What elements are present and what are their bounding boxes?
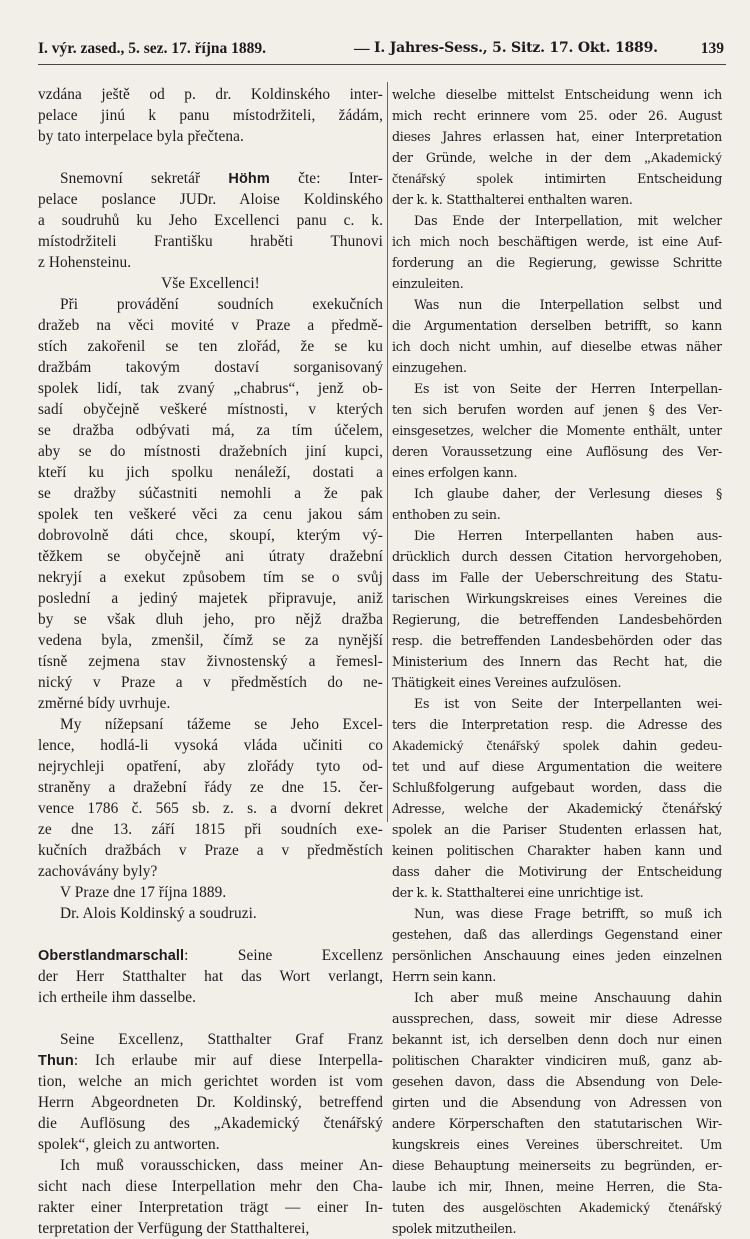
text-line: dražeb na věci movité v Praze a předmě-	[38, 317, 383, 334]
text-line: Adresse, welche der Akademický čtenářský	[392, 801, 722, 816]
text-line: bekannt ist, ich derselben denn doch nur einen	[392, 1032, 722, 1047]
text-line: Ich muß vorausschicken, dass meiner An-	[60, 1157, 383, 1174]
text-line: eines erfolgen kann.	[392, 465, 518, 480]
text-line: kteří ku jich spolku nenáleží, dostati a	[38, 464, 383, 481]
text-line: welche dieselbe mittelst Entscheidung wenn ich	[392, 87, 722, 102]
text-line: aussprechen, dass, soweit mir diese Adresse	[392, 1011, 722, 1026]
text-line	[38, 168, 383, 189]
text-line	[38, 1050, 383, 1071]
text-line: Herrn sein kann.	[392, 969, 497, 984]
text-line: sicht nach diese Interpellation mehr den Cha-	[38, 1178, 383, 1195]
latin-insert: „Akademický	[644, 151, 722, 166]
text-line: pelace poslance JUDr. Aloise Koldinského	[38, 191, 383, 208]
text-line: tísně zejmena stav živnostenský a řemesl-	[38, 653, 383, 670]
text-line: tion, welche an mich gerichtet worden ist vom	[38, 1073, 383, 1090]
text-line: enthoben zu sein.	[392, 507, 501, 522]
text-line	[392, 147, 722, 168]
text-run: : Ich erlaube mir auf diese Interpella-	[73, 1052, 383, 1069]
text-line: se dražby súčastniti nemohli a že pak	[38, 485, 383, 502]
text-line: poslední a jediný majetek připravuje, aniž	[38, 590, 383, 607]
text-line: dieses Jahres erlassen hat, einer Interpretation	[392, 129, 722, 144]
running-header	[38, 40, 726, 64]
text-line: Ich aber muß meine Anschauung dahin	[414, 990, 722, 1005]
text-line: zachovávány byly?	[38, 863, 158, 880]
text-line: girten und die Absendung von Adressen von	[392, 1095, 722, 1110]
text-line: straněny a dražební řády ze dne 15. čer-	[38, 779, 383, 796]
text-line: nekryjí a exekut způsobem tím se o svůj	[38, 569, 383, 586]
paragraph-gap	[38, 1008, 383, 1029]
text-run: intimirten Entscheidung	[513, 171, 722, 186]
text-line: ich doch nicht umhin, auf dieselbe etwas näher	[392, 339, 722, 354]
text-line: sadí obyčejně veškeré místnosti, v kterých	[38, 401, 383, 418]
text-line: Es ist von Seite der Herren Interpellan-	[414, 381, 722, 396]
text-line: a soudruhů ku Jeho Excellenci panu c. k.	[38, 212, 383, 229]
text-run: dahin gedeu-	[599, 738, 722, 753]
text-line	[392, 735, 722, 756]
text-line: gesehen davon, dass die Absendung von Dele-	[392, 1074, 722, 1089]
text-line: resp. die betreffenden Landesbehörden oder das	[392, 633, 722, 648]
text-line: by tato interpelace byla přečtena.	[38, 128, 244, 145]
text-line: andere Körperschaften den statutarischen Wir-	[392, 1116, 722, 1131]
latin-insert: Akademický čtenářský spolek	[392, 739, 600, 754]
text-line: dobrovolně dáti chce, skoupí, kterým vý-	[38, 527, 383, 544]
header-german: I. Jahres-Sess., 5. Sitz. 17. Okt. 1889.	[374, 40, 658, 56]
text-line: ze dne 13. září 1815 při soudních exe-	[38, 821, 383, 838]
text-line: forderung an die Regierung, gewisse Schritte	[392, 255, 722, 270]
text-run: Snemovní sekretář	[60, 170, 229, 187]
text-line: spolek ten veškeré věci za cenu jakou sám	[38, 506, 383, 523]
text-line: ich ertheile ihm dasselbe.	[38, 989, 197, 1006]
latin-insert: ausgelöschten Akademický čtenářský	[482, 1201, 722, 1216]
text-line: mich recht erinnere vom 25. oder 26. August	[392, 108, 722, 123]
left-column-czech	[38, 84, 383, 1239]
text-line: laube ich mir, Ihnen, meine Herren, die Sta-	[392, 1179, 722, 1194]
text-run: čte: Inter-	[269, 170, 383, 187]
text-line: ten sich berufen worden auf jenen § des Ver-	[392, 402, 722, 417]
right-column-german	[392, 84, 722, 1239]
text-line: einzuleiten.	[392, 276, 464, 291]
text-line: einsgesetzes, welcher die Momente enthält, unter	[392, 423, 722, 438]
text-line: Nun, was diese Frage betrifft, so muß ich	[414, 906, 722, 921]
header-separator: —	[354, 40, 370, 57]
text-line: die Auflösung des „Akademický čtenářský	[38, 1115, 383, 1132]
speaker-name: Oberstlandmarschall	[38, 948, 185, 964]
text-line: Vše Excellenci!	[161, 275, 260, 292]
text-line: politischen Charakter vindiciren muß, ganz ab-	[392, 1053, 722, 1068]
text-line: Dr. Alois Koldinský a soudruzi.	[60, 905, 257, 922]
text-line: Ich glaube daher, der Verlesung dieses §	[414, 486, 722, 501]
text-line: těžkem se obyčejně ani útraty dražební	[38, 548, 383, 565]
text-line: deren Voraussetzung eine Auflösung des Ver-	[392, 444, 722, 459]
text-line: vence 1786 č. 565 sb. z. s. a dvorní dekret	[38, 800, 383, 817]
text-line: spolek lidí, tak zvaný „chabrus“, jenž ob-	[38, 380, 383, 397]
text-line: kungskreis eines Vereines überschreitet. Um	[392, 1137, 722, 1152]
text-run: : Seine Excellenz	[184, 947, 383, 964]
text-line: persönlichen Anschauung eines jeden einzelnen	[392, 948, 722, 963]
text-line: V Praze dne 17 října 1889.	[60, 884, 227, 901]
text-line: spolek“, gleich zu antworten.	[38, 1136, 220, 1153]
text-line: vedena byla, zmenšil, čímž se za nynější	[38, 632, 383, 649]
text-line: Regierung, die betreffenden Landesbehörden	[392, 612, 722, 627]
text-line: Herrn Abgeordneten Dr. Koldinský, betreffend	[38, 1094, 383, 1111]
text-line	[38, 945, 383, 966]
text-line: Schlußfolgerung aufgebaut worden, dass die	[392, 780, 722, 795]
text-line: kučních dražbách v Praze a v předměstích	[38, 842, 383, 859]
text-line: der k. k. Statthalterei eine unrichtige ist.	[392, 885, 644, 900]
text-line: vzdána ještě od p. dr. Koldinského inter-	[38, 86, 383, 103]
text-line: drücklich durch dessen Citation hervorgehoben,	[392, 549, 722, 564]
page-number: 139	[700, 40, 724, 57]
text-line: My nížepsaní tážeme se Jeho Excel-	[60, 716, 383, 733]
text-line: nejrychleji opatření, aby zlořády tyto od-	[38, 758, 383, 775]
text-line: spolek an die Pariser Studenten erlassen hat,	[392, 822, 722, 837]
text-line: keinen politischen Charakter haben kann und	[392, 843, 722, 858]
column-divider	[387, 82, 388, 822]
text-line: terpretation der Verfügung der Statthalterei,	[38, 1220, 310, 1237]
text-line: lence, hodlá-li vysoká vláda učiniti co	[38, 737, 383, 754]
text-run: der Gründe, welche in der dem	[392, 150, 645, 165]
text-line: Při provádění soudních exekučních	[60, 296, 383, 313]
text-line: dass im Falle der Ueberschreitung des Statu-	[392, 570, 722, 585]
text-line: tarischen Wirkungskreises eines Vereines die	[392, 591, 722, 606]
text-line: místodržiteli Františku hraběti Thunovi	[38, 233, 383, 250]
speaker-name: Thun	[38, 1053, 74, 1069]
text-line	[392, 1197, 722, 1218]
latin-insert: čtenářský spolek	[392, 172, 514, 187]
header-rule	[38, 64, 726, 65]
text-line: spolek mitzutheilen.	[392, 1221, 517, 1236]
text-line: Was nun die Interpellation selbst und	[414, 297, 722, 312]
text-line: einzugehen.	[392, 360, 467, 375]
text-line: diese Behauptung meinerseits zu begründen, er-	[392, 1158, 722, 1173]
text-line: der Herr Statthalter hat das Wort verlangt,	[38, 968, 383, 985]
text-line: Seine Excellenz, Statthalter Graf Franz	[60, 1031, 383, 1048]
text-line: Thätigkeit eines Vereines aufzulösen.	[392, 675, 622, 690]
text-line: Das Ende der Interpellation, mit welcher	[414, 213, 722, 228]
text-line: dražbám takovým dostaví sorganisovaný	[38, 359, 383, 376]
text-line: aby se do místnosti dražebních jiní kupci,	[38, 443, 383, 460]
header-czech: I. výr. zased., 5. sez. 17. října 1889.	[38, 40, 267, 57]
text-line: z Hohensteinu.	[38, 254, 132, 271]
text-line: die Argumentation derselben betrifft, so kann	[392, 318, 722, 333]
paragraph-gap	[38, 924, 383, 945]
text-run: tuten des	[392, 1200, 483, 1215]
text-line: rakter einer Interpretation trägt — einer In-	[38, 1199, 383, 1216]
text-line: Ministerium des Innern das Recht hat, die	[392, 654, 722, 669]
text-line: nický v Praze a v předměstích do ne-	[38, 674, 383, 691]
paragraph-gap	[38, 147, 383, 168]
text-line: der k. k. Statthalterei enthalten waren.	[392, 192, 633, 207]
text-line: gestehen, daß das allerdings Gegenstand einer	[392, 927, 722, 942]
text-line: se dražba odbývati má, za tím účelem,	[38, 422, 383, 439]
text-line: tet und auf diese Argumentation die weitere	[392, 759, 722, 774]
text-line: změrné bídy uvrhuje.	[38, 695, 171, 712]
speaker-name: Höhm	[228, 171, 270, 187]
text-line: Es ist von Seite der Interpellanten wei-	[414, 696, 722, 711]
text-line: ters die Interpretation resp. die Adresse des	[392, 717, 722, 732]
text-line: by se však dluh jeho, pro nějž dražba	[38, 611, 383, 628]
text-line: stích zakořenil se ten zlořád, že se ku	[38, 338, 383, 355]
text-line: dass daher die Motivirung der Entscheidung	[392, 864, 722, 879]
text-line: pelace jinú k panu místodržiteli, žádám,	[38, 107, 383, 124]
text-line	[392, 168, 722, 189]
text-line: Die Herren Interpellanten haben aus-	[414, 528, 722, 543]
text-line: ich mich noch beschäftigen werde, ist eine Auf-	[392, 234, 722, 249]
